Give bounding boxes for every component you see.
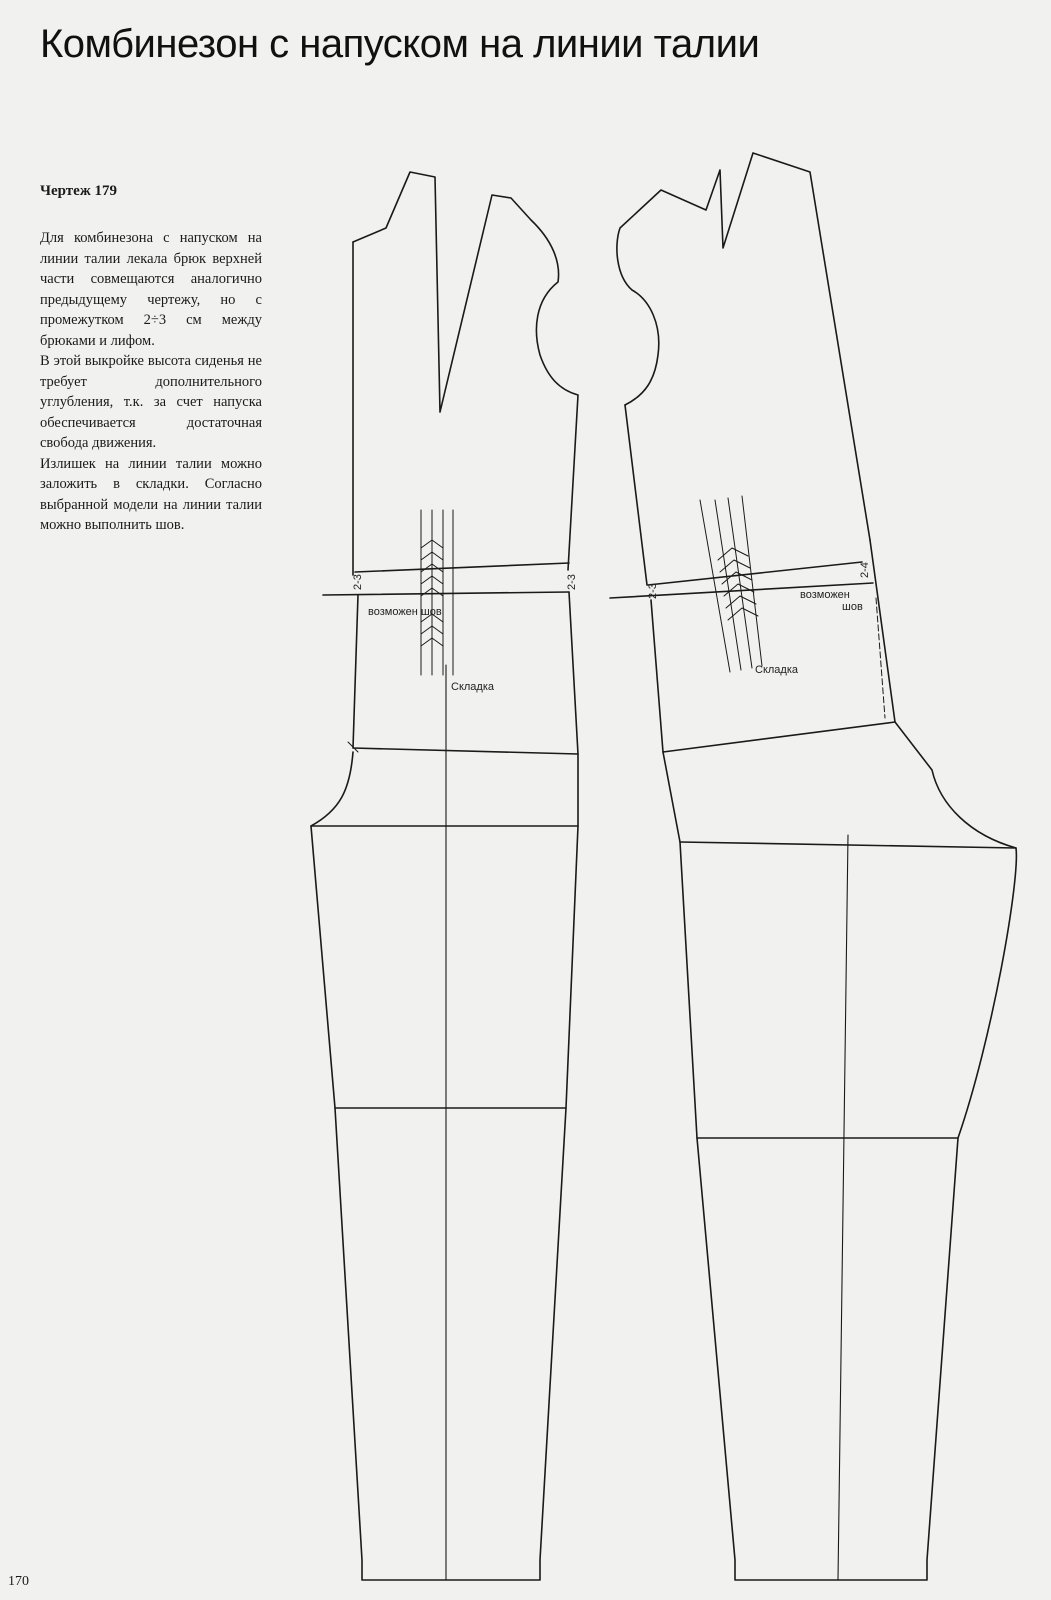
left-seam-label: возможен шов (368, 606, 442, 618)
paragraph-3: Излишек на линии талии можно заложить в складки. Согласно выбранной модели на линии талии можно выполнить шов. (40, 455, 262, 533)
page-title: Комбинезон с напуском на линии талии (40, 22, 760, 66)
left-gap-label-right: 2-3 (566, 574, 578, 590)
right-fold-label: Складка (755, 664, 799, 676)
right-grain-line (838, 835, 848, 1580)
left-pants-outline (311, 752, 578, 1580)
paragraph-1: Для комбинезона с напуском на линии талии лекала брюк верхней части совмещаются аналогично предыдущему чертежу, но с промежутком 2÷3 см между брюками и лифом. (40, 230, 262, 349)
left-bodice-outline (353, 172, 578, 570)
page-number: 170 (8, 1574, 29, 1589)
left-fold-label: Складка (451, 681, 495, 693)
left-waist-line-upper (355, 563, 569, 572)
right-bodice-front (625, 405, 647, 585)
right-gap-label-left: 2-3 (647, 583, 659, 599)
right-seam-label-line1: возможен (800, 589, 850, 601)
left-gap-label-left: 2-3 (352, 574, 364, 590)
right-gap-label-right: 2-4 (859, 562, 871, 578)
left-fold-marks (421, 510, 453, 675)
drawing-caption: Чертеж 179 (40, 183, 117, 199)
paragraph-2: В этой выкройке высота сиденья не требует дополнительного углубления, т.к. за счет напуска обеспечивается достаточная свобода движения. (40, 353, 262, 451)
right-pattern-piece (610, 153, 1016, 1580)
right-seam-label-line2: шов (842, 601, 863, 613)
left-pattern-piece (311, 172, 578, 1580)
left-waist-line-lower (323, 592, 569, 595)
right-fold-marks (700, 496, 762, 672)
right-bodice-outline (617, 153, 870, 540)
right-waist-line-upper (648, 562, 862, 585)
